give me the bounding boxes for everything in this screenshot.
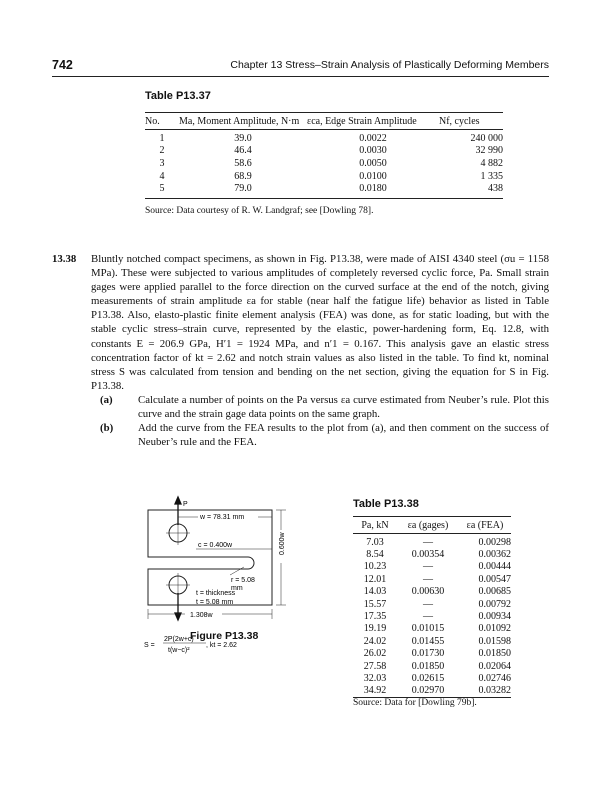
table-row [353,610,511,622]
part-b-text: Add the curve from the FEA results to the plot from (a), and then comment on the success of Neuber’s rule and the FEA. [138,422,549,449]
table-cell: 0.0100 [359,170,387,182]
load-label: P [183,501,188,508]
table-cell: 32.03 [363,672,387,684]
part-a-label: (a) [100,393,113,406]
table-cell: 0.0022 [359,132,387,144]
table-row [353,548,511,560]
table-cell: 0.00354 [411,549,445,561]
table-cell: 19.19 [363,623,387,635]
table-cell: 10.23 [363,561,387,573]
width-label: w = 78.31 mm [200,514,245,521]
table-cell: 24.02 [363,635,387,647]
table-row [353,573,511,585]
table-cell: 46.4 [234,145,252,157]
table-row [145,130,503,145]
overall-label: 1.308w [190,612,213,619]
table-row [353,672,511,684]
formula-numerator: 2P(2w+c) [164,636,194,643]
radius-leader [230,567,244,575]
table-cell: 0.02064 [478,660,511,672]
column-header: εa (FEA) [459,517,511,534]
table-cell: — [423,573,433,585]
table-row [353,660,511,672]
thickness-label-1: t = thickness [196,590,236,597]
column-header: Nf, cycles [439,113,503,130]
formula-denominator: t(w−c)² [168,647,190,654]
table-row [353,635,511,647]
table-cell: 0.00298 [478,536,511,548]
notch-label: c = 0.400w [198,542,233,549]
table-row [145,182,503,198]
table-row [353,598,511,610]
table-cell: 32 990 [475,145,503,157]
table-cell: 0.00685 [478,586,511,598]
table-cell: 0.02615 [411,672,445,684]
table-cell: 2 [159,145,165,157]
table-cell: 0.00547 [478,573,511,585]
table-cell: 1 335 [480,170,503,182]
column-header: εa (gages) [397,517,459,534]
formula-kt: , kt = 2.62 [206,642,237,649]
table-cell: 5 [159,183,165,195]
table-row [353,586,511,598]
column-header: Pa, kN [353,517,397,534]
table-cell: 0.01598 [478,635,511,647]
radius-label-1: r = 5.08 [231,577,255,584]
table-cell: 27.58 [363,660,387,672]
table-cell: 0.02746 [478,672,511,684]
table-cell: 34.92 [363,685,387,697]
table-cell: 4 882 [480,157,503,169]
formula-lhs: S = [144,642,155,649]
table-cell: — [423,536,433,548]
table-cell: — [423,611,433,623]
problem-text: Bluntly notched compact specimens, as shown in Fig. P13.38, were made of AISI 4340 steel (σu = 1158 MPa). These were subjected to various amplitudes of completely reversed cyclic force, Pa. Small strain gages were applied parallel to the force direction on the curved surface at the end of the notch, giving measurements of strain amplitude εa for stable (near half the fatigue life) behavior as listed in Table P13.38. Also, elasto-plastic finite element analysis (FEA) was done, as for static loading, but with the stable cyclic stress–strain curve, represented by the elastic, power-hardening form, Eq. 12.8, with constants E = 206.9 GPa, H′1 = 1924 MPa, and n′1 = 0.167. This analysis gave an elastic stress concentration factor of kt = 2.62 and notch strain values as also listed in the table. To find kt, nominal stress S was calculated from tension and bending on the net section, giving the equation for S in Fig. P13.38. [91,253,549,392]
column-header: εca, Edge Strain Amplitude [307,113,439,130]
table-cell: 0.01850 [411,660,445,672]
table-cell: 12.01 [363,573,387,585]
table-cell: 0.00792 [478,598,511,610]
table-p13-37-caption: Table P13.37 [145,90,211,102]
part-a-text: Calculate a number of points on the Pa versus εa curve estimated from Neuber’s rule. Plot this curve and the strain gage data points on the same graph. [138,393,549,421]
table-cell: 0.02970 [411,685,445,697]
table-cell: 0.01015 [411,623,445,635]
part-a [100,393,549,421]
table-row [145,157,503,170]
table-cell: 0.01850 [478,648,511,660]
table-p13-37 [145,112,503,212]
table-cell: 0.00934 [478,611,511,623]
page-header [52,58,549,77]
table-row [145,170,503,183]
part-b-label: (b) [100,422,114,435]
table-cell: 26.02 [363,648,387,660]
table-row [353,534,511,549]
table-row [353,561,511,573]
table-p13-38-source: Source: Data for [Dowling 79b]. [353,698,477,708]
table-p13-37-source: Source: Data courtesy of R. W. Landgraf; see [Dowling 78]. [145,206,374,216]
table-row [353,623,511,635]
running-head: Chapter 13 Stress–Strain Analysis of Plastically Deforming Members [230,59,549,71]
table-cell: 4 [159,170,165,182]
column-header: Ma, Moment Amplitude, N·m [179,113,307,130]
table-cell: 17.35 [363,611,387,623]
column-header: No. [145,113,179,130]
table-cell: 0.0050 [359,157,387,169]
table-cell: 0.00362 [478,549,511,561]
problem-13-38 [52,252,549,449]
problem-number: 13.38 [52,253,77,265]
table-cell: 15.57 [363,598,387,610]
figure-caption: Figure P13.38 [190,630,259,642]
table-cell: 0.00630 [411,586,445,598]
table-row [145,145,503,158]
table-cell: 0.00444 [478,561,511,573]
height-dimension [276,510,286,605]
table-cell: 39.0 [234,132,252,144]
thickness-label-2: t = 5.08 mm [196,599,234,606]
table-cell: — [423,561,433,573]
table-cell: 0.01730 [411,648,445,660]
radius-label-2: mm [231,585,243,592]
table-cell: 438 [488,183,503,195]
table-cell: 8.54 [366,549,384,561]
table-cell: 240 000 [470,132,503,144]
table-cell: 0.0180 [359,183,387,195]
table-cell: 0.01092 [478,623,511,635]
table-cell: 0.03282 [478,685,511,697]
table-cell: 68.9 [234,170,252,182]
height-label: 0.600w [279,532,286,555]
table-p13-38-caption: Table P13.38 [353,498,419,510]
page-number: 742 [52,58,73,72]
part-b [100,421,549,449]
figure-p13-38 [130,495,320,675]
table-cell: 3 [159,157,165,169]
table-cell: 0.0030 [359,145,387,157]
table-cell: 58.6 [234,157,252,169]
table-cell: 0.01455 [411,635,445,647]
table-cell: 14.03 [363,586,387,598]
table-row [353,648,511,660]
table-cell: 79.0 [234,183,252,195]
table-cell: 7.03 [366,536,384,548]
table-cell: 1 [159,132,165,144]
table-cell: — [423,598,433,610]
table-row [353,685,511,698]
load-arrows [175,497,181,620]
table-p13-38 [353,516,511,698]
